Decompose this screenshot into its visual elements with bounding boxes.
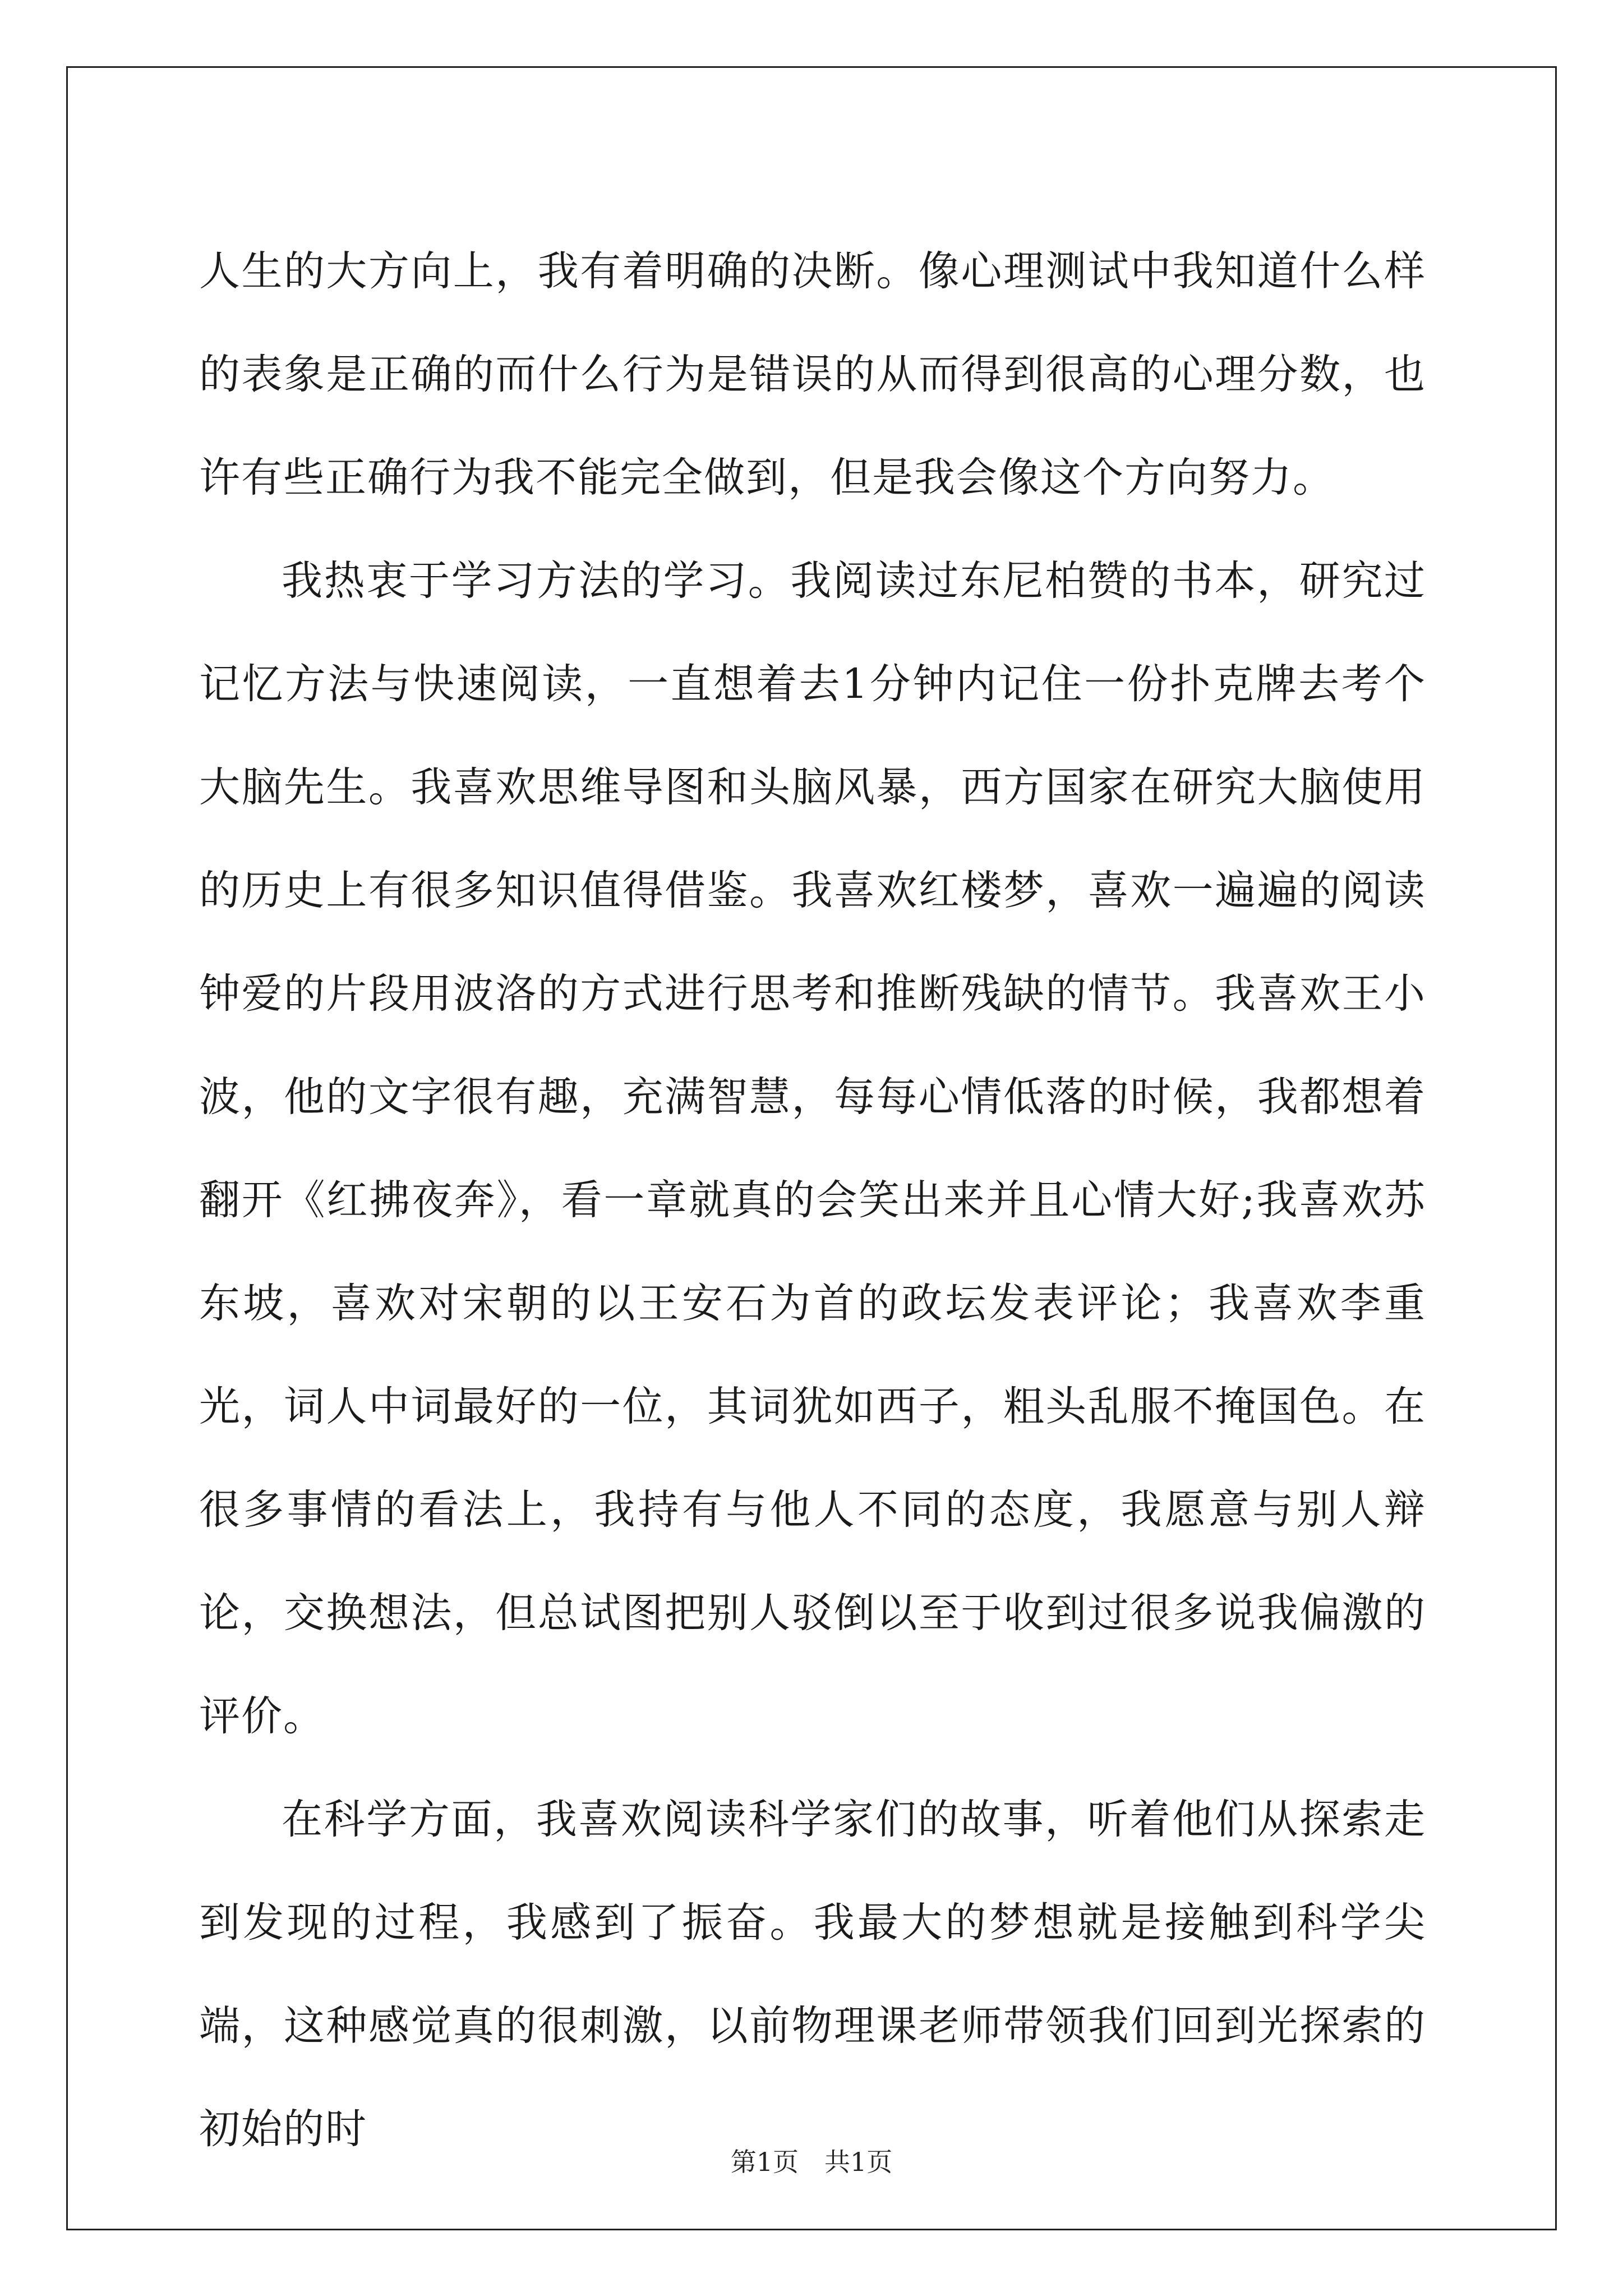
paragraph-1: 人生的大方向上，我有着明确的决断。像心理测试中我知道什么样的表象是正确的而什么行为是错误的从而得到很高的心理分数，也许有些正确行为我不能完全做到，但是我会像这个方向努力。 — [199, 247, 1426, 501]
paragraph-2: 我热衷于学习方法的学习。我阅读过东尼柏赞的书本，研究过记忆方法与快速阅读，一直想着去1分钟内记住一份扑克牌去考个大脑先生。我喜欢思维导图和头脑风暴，西方国家在研究大脑使用的历史上有很多知识值得借鉴。我喜欢红楼梦，喜欢一遍遍的阅读钟爱的片段用波洛的方式进行思考和推断残缺的情节。我喜欢王小波，他的文字很有趣，充满智慧，每每心情低落的时候，我都想着翻开《红拂夜奔》，看一章就真的会笑出来并且心情大好;我喜欢苏东坡，喜欢对宋朝的以王安石为首的政坛发表评论；我喜欢李重光，词人中词最好的一位，其词犹如西子，粗头乱服不掩国色。在很多事情的看法上，我持有与他人不同的态度，我愿意与别人辩论，交换想法，但总试图把别人驳倒以至于收到过很多说我偏激的评价。 — [199, 557, 1426, 1740]
document-body — [199, 220, 1426, 2181]
page-total: 共1页 — [824, 2147, 893, 2177]
paragraph-3: 在科学方面，我喜欢阅读科学家们的故事，听着他们从探索走到发现的过程，我感到了振奋。我最大的梦想就是接触到科学尖端，这种感觉真的很刺激，以前物理课老师带领我们回到光探索的初始的时 — [199, 1796, 1426, 2153]
page-footer — [0, 2142, 1623, 2179]
page-number: 第1页 — [730, 2147, 799, 2177]
